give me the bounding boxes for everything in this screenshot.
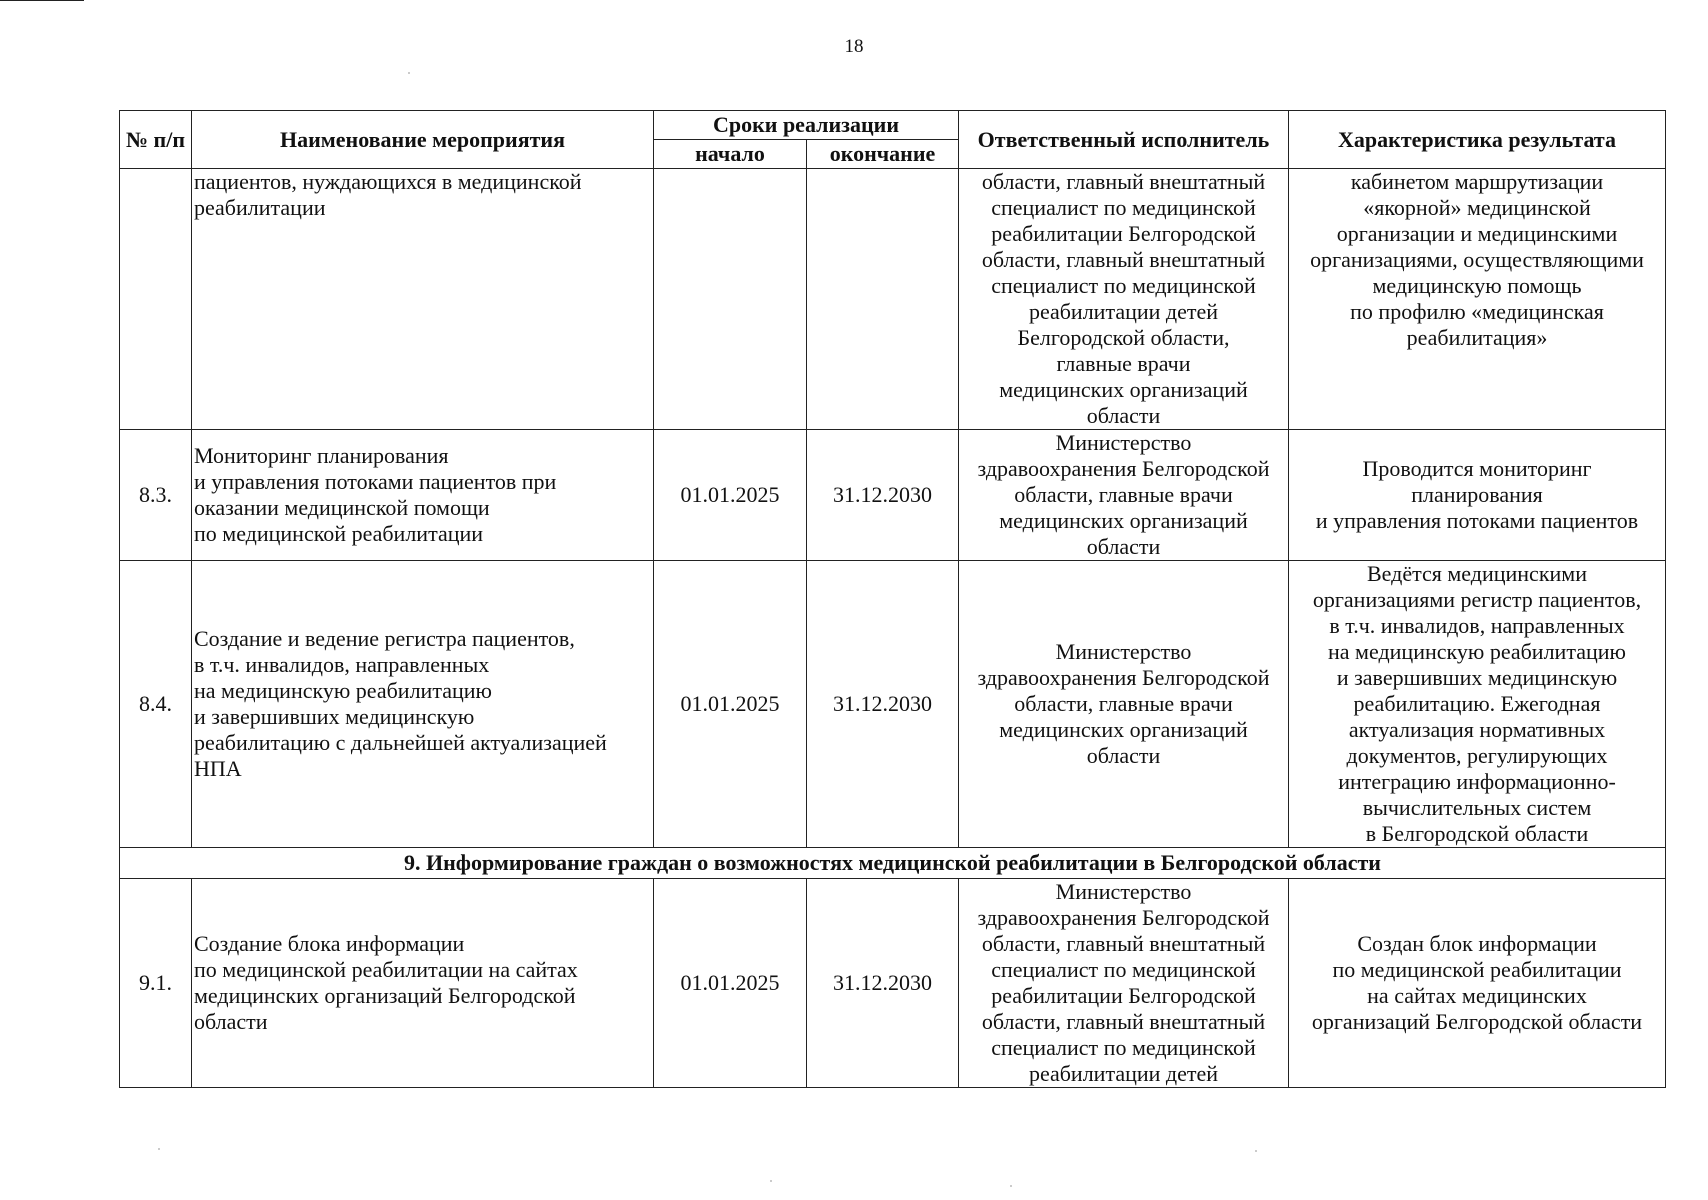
cell-responsible [959, 561, 1289, 848]
line: Проводится мониторинг [1362, 456, 1592, 481]
line: пациентов, нуждающихся в медицинской [194, 169, 582, 194]
line: актуализация нормативных [1348, 717, 1606, 742]
line: по профилю «медицинская [1350, 299, 1604, 324]
line: по медицинской реабилитации на сайтах [194, 957, 578, 982]
line: Белгородской области, [1017, 325, 1230, 350]
line: области [1086, 403, 1161, 428]
line: и управления потоками пациентов [1315, 508, 1639, 533]
header-responsible: Ответственный исполнитель [959, 111, 1289, 169]
line: в Белгородской области [1365, 821, 1589, 846]
line: и завершивших медицинскую [1336, 665, 1618, 690]
cell-responsible [959, 879, 1289, 1088]
cell-end [807, 169, 959, 430]
line: реабилитации Белгородской [991, 221, 1256, 246]
line: области, главные врачи [1014, 482, 1233, 507]
cell-start [654, 169, 807, 430]
cell-name [192, 561, 654, 848]
line: реабилитации Белгородской [991, 983, 1256, 1008]
scan-speck [408, 72, 410, 74]
line: Мониторинг планирования [194, 443, 449, 468]
line: специалист по медицинской [991, 195, 1256, 220]
scan-speck [770, 1180, 772, 1182]
line: области, главный внештатный [981, 247, 1266, 272]
scan-speck [1255, 1150, 1257, 1152]
line: медицинских организаций Белгородской [194, 983, 576, 1008]
line: на медицинскую реабилитацию [194, 678, 492, 703]
line: оказании медицинской помощи [194, 495, 490, 520]
table-row [120, 430, 1666, 561]
cell-start: 01.01.2025 [654, 879, 807, 1088]
line: области, главный внештатный [981, 1009, 1266, 1034]
line: области [1086, 743, 1161, 768]
header-num: № п/п [120, 111, 192, 169]
line: на медицинскую реабилитацию [1328, 639, 1626, 664]
line: в т.ч. инвалидов, направленных [194, 652, 490, 677]
table-row [120, 879, 1666, 1088]
table-row [120, 561, 1666, 848]
cell-end: 31.12.2030 [807, 561, 959, 848]
line: медицинских организаций [999, 377, 1248, 402]
line: Ведётся медицинскими [1367, 561, 1587, 586]
header-start: начало [654, 140, 807, 169]
line: здравоохранения Белгородской [977, 456, 1270, 481]
line: реабилитации детей [1028, 1061, 1219, 1086]
line: Создание блока информации [194, 931, 465, 956]
line: Министерство [1055, 639, 1192, 664]
section-row [120, 848, 1666, 879]
activities-table [119, 110, 1666, 1088]
cell-responsible [959, 430, 1289, 561]
line: реабилитацию с дальнейшей актуализацией [194, 730, 607, 755]
line: медицинских организаций [999, 508, 1248, 533]
cell-num: 8.3. [120, 430, 192, 561]
line: реабилитация» [1406, 325, 1548, 350]
line: области, главный внештатный [981, 931, 1266, 956]
line: специалист по медицинской [991, 273, 1256, 298]
scan-speck [1010, 1185, 1012, 1187]
line: НПА [194, 756, 242, 781]
line: вычислительных систем [1362, 795, 1592, 820]
cell-num: 8.4. [120, 561, 192, 848]
line: Министерство [1055, 430, 1192, 455]
header-period: Сроки реализации [654, 111, 959, 140]
scan-speck [158, 1148, 160, 1150]
line: по медицинской реабилитации [194, 521, 484, 546]
cell-num: 9.1. [120, 879, 192, 1088]
line: области [194, 1009, 268, 1034]
line: реабилитации [194, 195, 326, 220]
line: планирования [1411, 482, 1543, 507]
line: по медицинской реабилитации [1332, 957, 1622, 982]
line: организации и медицинскими [1336, 221, 1618, 246]
line: специалист по медицинской [991, 1035, 1256, 1060]
line: организаций Белгородской области [1311, 1009, 1643, 1034]
cell-start: 01.01.2025 [654, 561, 807, 848]
header-end: окончание [807, 140, 959, 169]
line: интеграцию информационно- [1338, 769, 1616, 794]
corner-rule [0, 0, 84, 1]
line: Создан блок информации [1357, 931, 1597, 956]
line: Создание и ведение регистра пациентов, [194, 626, 575, 651]
line: «якорной» медицинской [1363, 195, 1591, 220]
line: Министерство [1055, 879, 1192, 904]
header-result: Характеристика результата [1289, 111, 1666, 169]
line: на сайтах медицинских [1367, 983, 1587, 1008]
line: здравоохранения Белгородской [977, 665, 1270, 690]
line: и управления потоками пациентов при [194, 469, 557, 494]
cell-responsible [959, 169, 1289, 430]
line: области [1086, 534, 1161, 559]
page-number: 18 [844, 36, 864, 57]
line: кабинетом маршрутизации [1350, 169, 1604, 194]
line: и завершивших медицинскую [194, 704, 475, 729]
cell-start: 01.01.2025 [654, 430, 807, 561]
line: главные врачи [1056, 351, 1191, 376]
line: специалист по медицинской [991, 957, 1256, 982]
cell-result [1289, 561, 1666, 848]
cell-name [192, 169, 654, 430]
line: здравоохранения Белгородской [977, 905, 1270, 930]
section-title: 9. Информирование граждан о возможностях медицинской реабилитации в Белгородской области [120, 848, 1666, 879]
line: организациями регистр пациентов, [1312, 587, 1642, 612]
cell-name [192, 430, 654, 561]
line: медицинских организаций [999, 717, 1248, 742]
cell-end: 31.12.2030 [807, 430, 959, 561]
line: реабилитации детей [1028, 299, 1219, 324]
line: области, главные врачи [1014, 691, 1233, 716]
table-row [120, 169, 1666, 430]
line: в т.ч. инвалидов, направленных [1329, 613, 1625, 638]
cell-num [120, 169, 192, 430]
line: области, главный внештатный [981, 169, 1266, 194]
cell-name [192, 879, 654, 1088]
cell-result [1289, 879, 1666, 1088]
line: медицинскую помощь [1372, 273, 1582, 298]
line: документов, регулирующих [1346, 743, 1608, 768]
cell-end: 31.12.2030 [807, 879, 959, 1088]
cell-result [1289, 430, 1666, 561]
line: организациями, осуществляющими [1310, 247, 1644, 272]
cell-result [1289, 169, 1666, 430]
header-name: Наименование мероприятия [192, 111, 654, 169]
line: реабилитацию. Ежегодная [1353, 691, 1601, 716]
